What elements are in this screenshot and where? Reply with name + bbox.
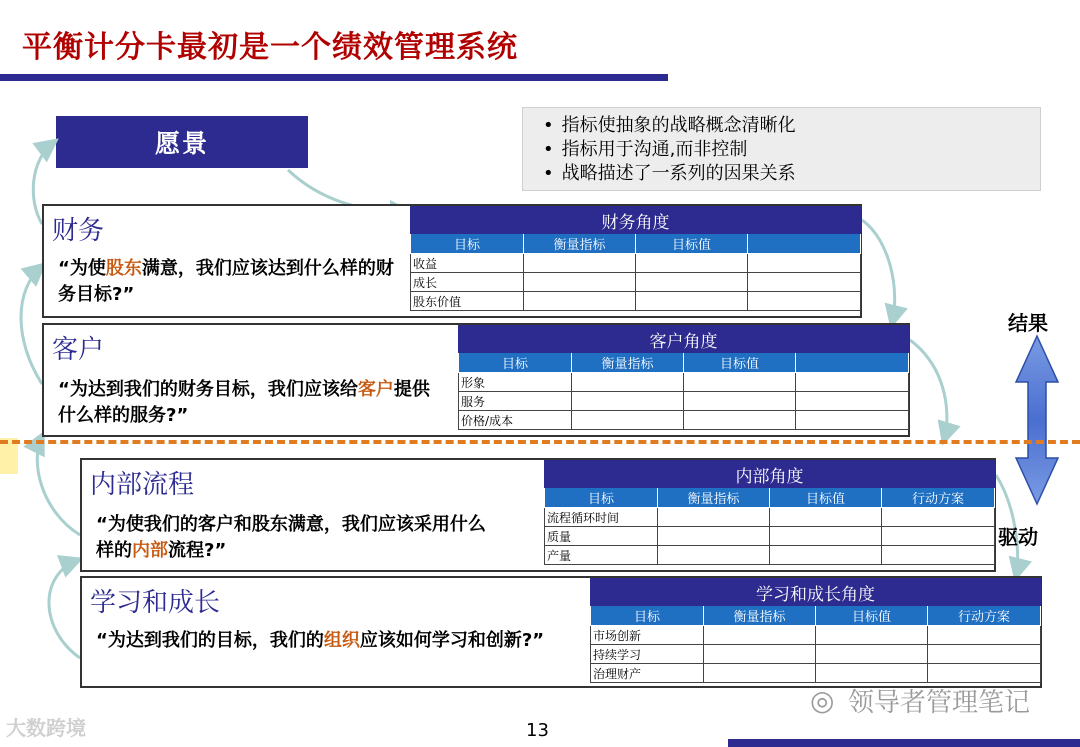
table-row: 产量 (545, 546, 995, 565)
table-row: 治理财产 (591, 664, 1041, 683)
slide-title: 平衡计分卡最初是一个绩效管理系统 (22, 30, 518, 65)
question-highlight: 内部 (132, 540, 168, 561)
footer-bar (728, 739, 1080, 747)
arrow-finance-table-customer-table (862, 220, 895, 323)
stage-question: “为使我们的客户和股东满意，我们应该采用什么样的内部流程?” (96, 514, 486, 561)
page-number: 13 (526, 720, 549, 741)
table-caption: 财务角度 (411, 207, 861, 234)
table-row: 收益 (411, 254, 861, 273)
table-caption: 学习和成长角度 (591, 579, 1041, 606)
drive-label: 驱动 (998, 525, 1038, 549)
wechat-icon: ◎ (810, 684, 835, 717)
column-header: 目标值 (770, 488, 882, 508)
column-header (748, 234, 861, 254)
table-row: 服务 (459, 392, 909, 411)
stage-title: 学习和成长 (90, 588, 221, 618)
key-point: • 指标使抽象的战略概念清晰化 (543, 114, 1040, 138)
table-customer (458, 325, 909, 430)
table-row: 质量 (545, 527, 995, 546)
table-caption: 内部角度 (545, 461, 995, 488)
table-row: 形象 (459, 373, 909, 392)
key-point: • 战略描述了一系列的因果关系 (543, 162, 1040, 186)
stage-title: 客户 (52, 335, 105, 365)
question-highlight: 组织 (323, 630, 360, 651)
column-header: 目标值 (684, 353, 796, 373)
key-point: • 指标用于沟通,而非控制 (543, 138, 1040, 162)
column-header: 衡量指标 (572, 353, 684, 373)
table-finance (410, 206, 861, 311)
column-header: 目标值 (636, 234, 748, 254)
divider-dashed-line (0, 440, 1080, 444)
arrow-customer-table-internal-table (910, 340, 947, 440)
table-row: 流程循环时间 (545, 508, 995, 527)
column-header (796, 353, 909, 373)
table-row: 市场创新 (591, 626, 1041, 645)
stage-question: “为达到我们的财务目标，我们应该给客户提供什么样的服务?” (58, 379, 430, 426)
watermark-left: 大数跨境 (6, 716, 86, 740)
column-header: 目标 (591, 606, 704, 626)
watermark-right: 领导者管理笔记 (848, 688, 1031, 718)
result-drive-arrow (1016, 336, 1058, 504)
arrow-learning-internal (49, 560, 80, 658)
column-header: 衡量指标 (704, 606, 816, 626)
column-header: 目标值 (816, 606, 928, 626)
arrow-customer-finance (21, 266, 42, 384)
table-row: 持续学习 (591, 645, 1041, 664)
table-learning (590, 578, 1041, 683)
stage-title: 内部流程 (90, 470, 195, 500)
stage-question: “为使股东满意，我们应该达到什么样的财务目标?” (58, 258, 394, 305)
table-row: 股东价值 (411, 292, 861, 311)
column-header: 行动方案 (928, 606, 1041, 626)
column-header: 目标 (545, 488, 658, 508)
question-highlight: 客户 (357, 379, 394, 400)
vision-box: 愿景 (56, 116, 308, 168)
table-row: 成长 (411, 273, 861, 292)
column-header: 衡量指标 (524, 234, 636, 254)
column-header: 目标 (459, 353, 572, 373)
stage-question: “为达到我们的目标，我们的组织应该如何学习和创新?” (96, 630, 545, 651)
table-internal (544, 460, 995, 565)
column-header: 衡量指标 (658, 488, 770, 508)
arrow-internal-customer (37, 436, 80, 535)
table-row: 价格/成本 (459, 411, 909, 430)
column-header: 行动方案 (882, 488, 995, 508)
stage-title: 财务 (52, 216, 105, 246)
column-header: 目标 (411, 234, 524, 254)
result-label: 结果 (1008, 311, 1048, 335)
question-highlight: 股东 (105, 258, 142, 279)
table-caption: 客户角度 (459, 326, 909, 353)
